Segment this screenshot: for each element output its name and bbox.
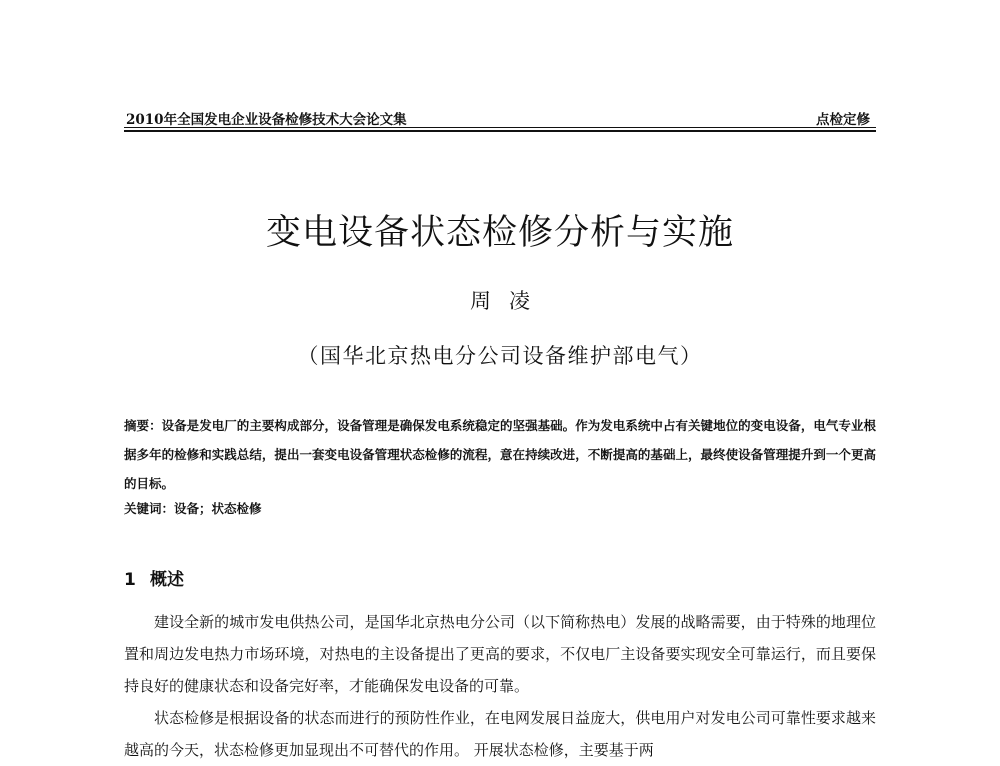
body-paragraph: 建设全新的城市发电供热公司，是国华北京热电分公司（以下简称热电）发展的战略需要，由于特殊的地理位置和周边发电热力市场环境，对热电的主设备提出了更高的要求，不仅电厂主设备要实现安全可靠运行，而且要保持良好的健康状态和设备完好率，才能确保发电设备的可靠。	[124, 613, 876, 695]
body-paragraph: 状态检修是根据设备的状态而进行的预防性作业，在电网发展日益庞大，供电用户对发电公司可靠性要求越来越高的今天，状态检修更加显现出不可替代的作用。 开展状态检修，主要基于两	[124, 709, 876, 759]
header-rule	[124, 127, 876, 128]
header-rule-thick	[124, 130, 876, 132]
author-affiliation: （国华北京热电分公司设备维护部电气）	[297, 344, 703, 368]
running-header-title: 2010年全国发电企业设备检修技术大会论文集	[126, 112, 407, 128]
section-body	[124, 606, 876, 766]
keywords-label: 关键词：	[124, 501, 175, 516]
section-number: 1	[124, 570, 136, 590]
section-title: 概述	[150, 570, 184, 590]
abstract-text: 设备是发电厂的主要构成部分，设备管理是确保发电系统稳定的坚强基础。作为发电系统中占有关键地位的变电设备，电气专业根据多年的检修和实践总结，提出一套变电设备管理状态检修的流程，意在持续改进，不断提高的基础上，最终使设备管理提升到一个更高的目标。	[124, 418, 876, 491]
author-name: 周凌	[470, 289, 548, 313]
abstract	[124, 411, 876, 498]
keywords-text: 设备；状态检修	[174, 501, 262, 516]
abstract-label: 摘要：	[124, 418, 162, 433]
section-heading	[124, 565, 184, 590]
paper-title: 变电设备状态检修分析与实施	[265, 213, 734, 253]
keywords	[124, 498, 876, 520]
running-header-section: 点检定修	[816, 112, 870, 128]
